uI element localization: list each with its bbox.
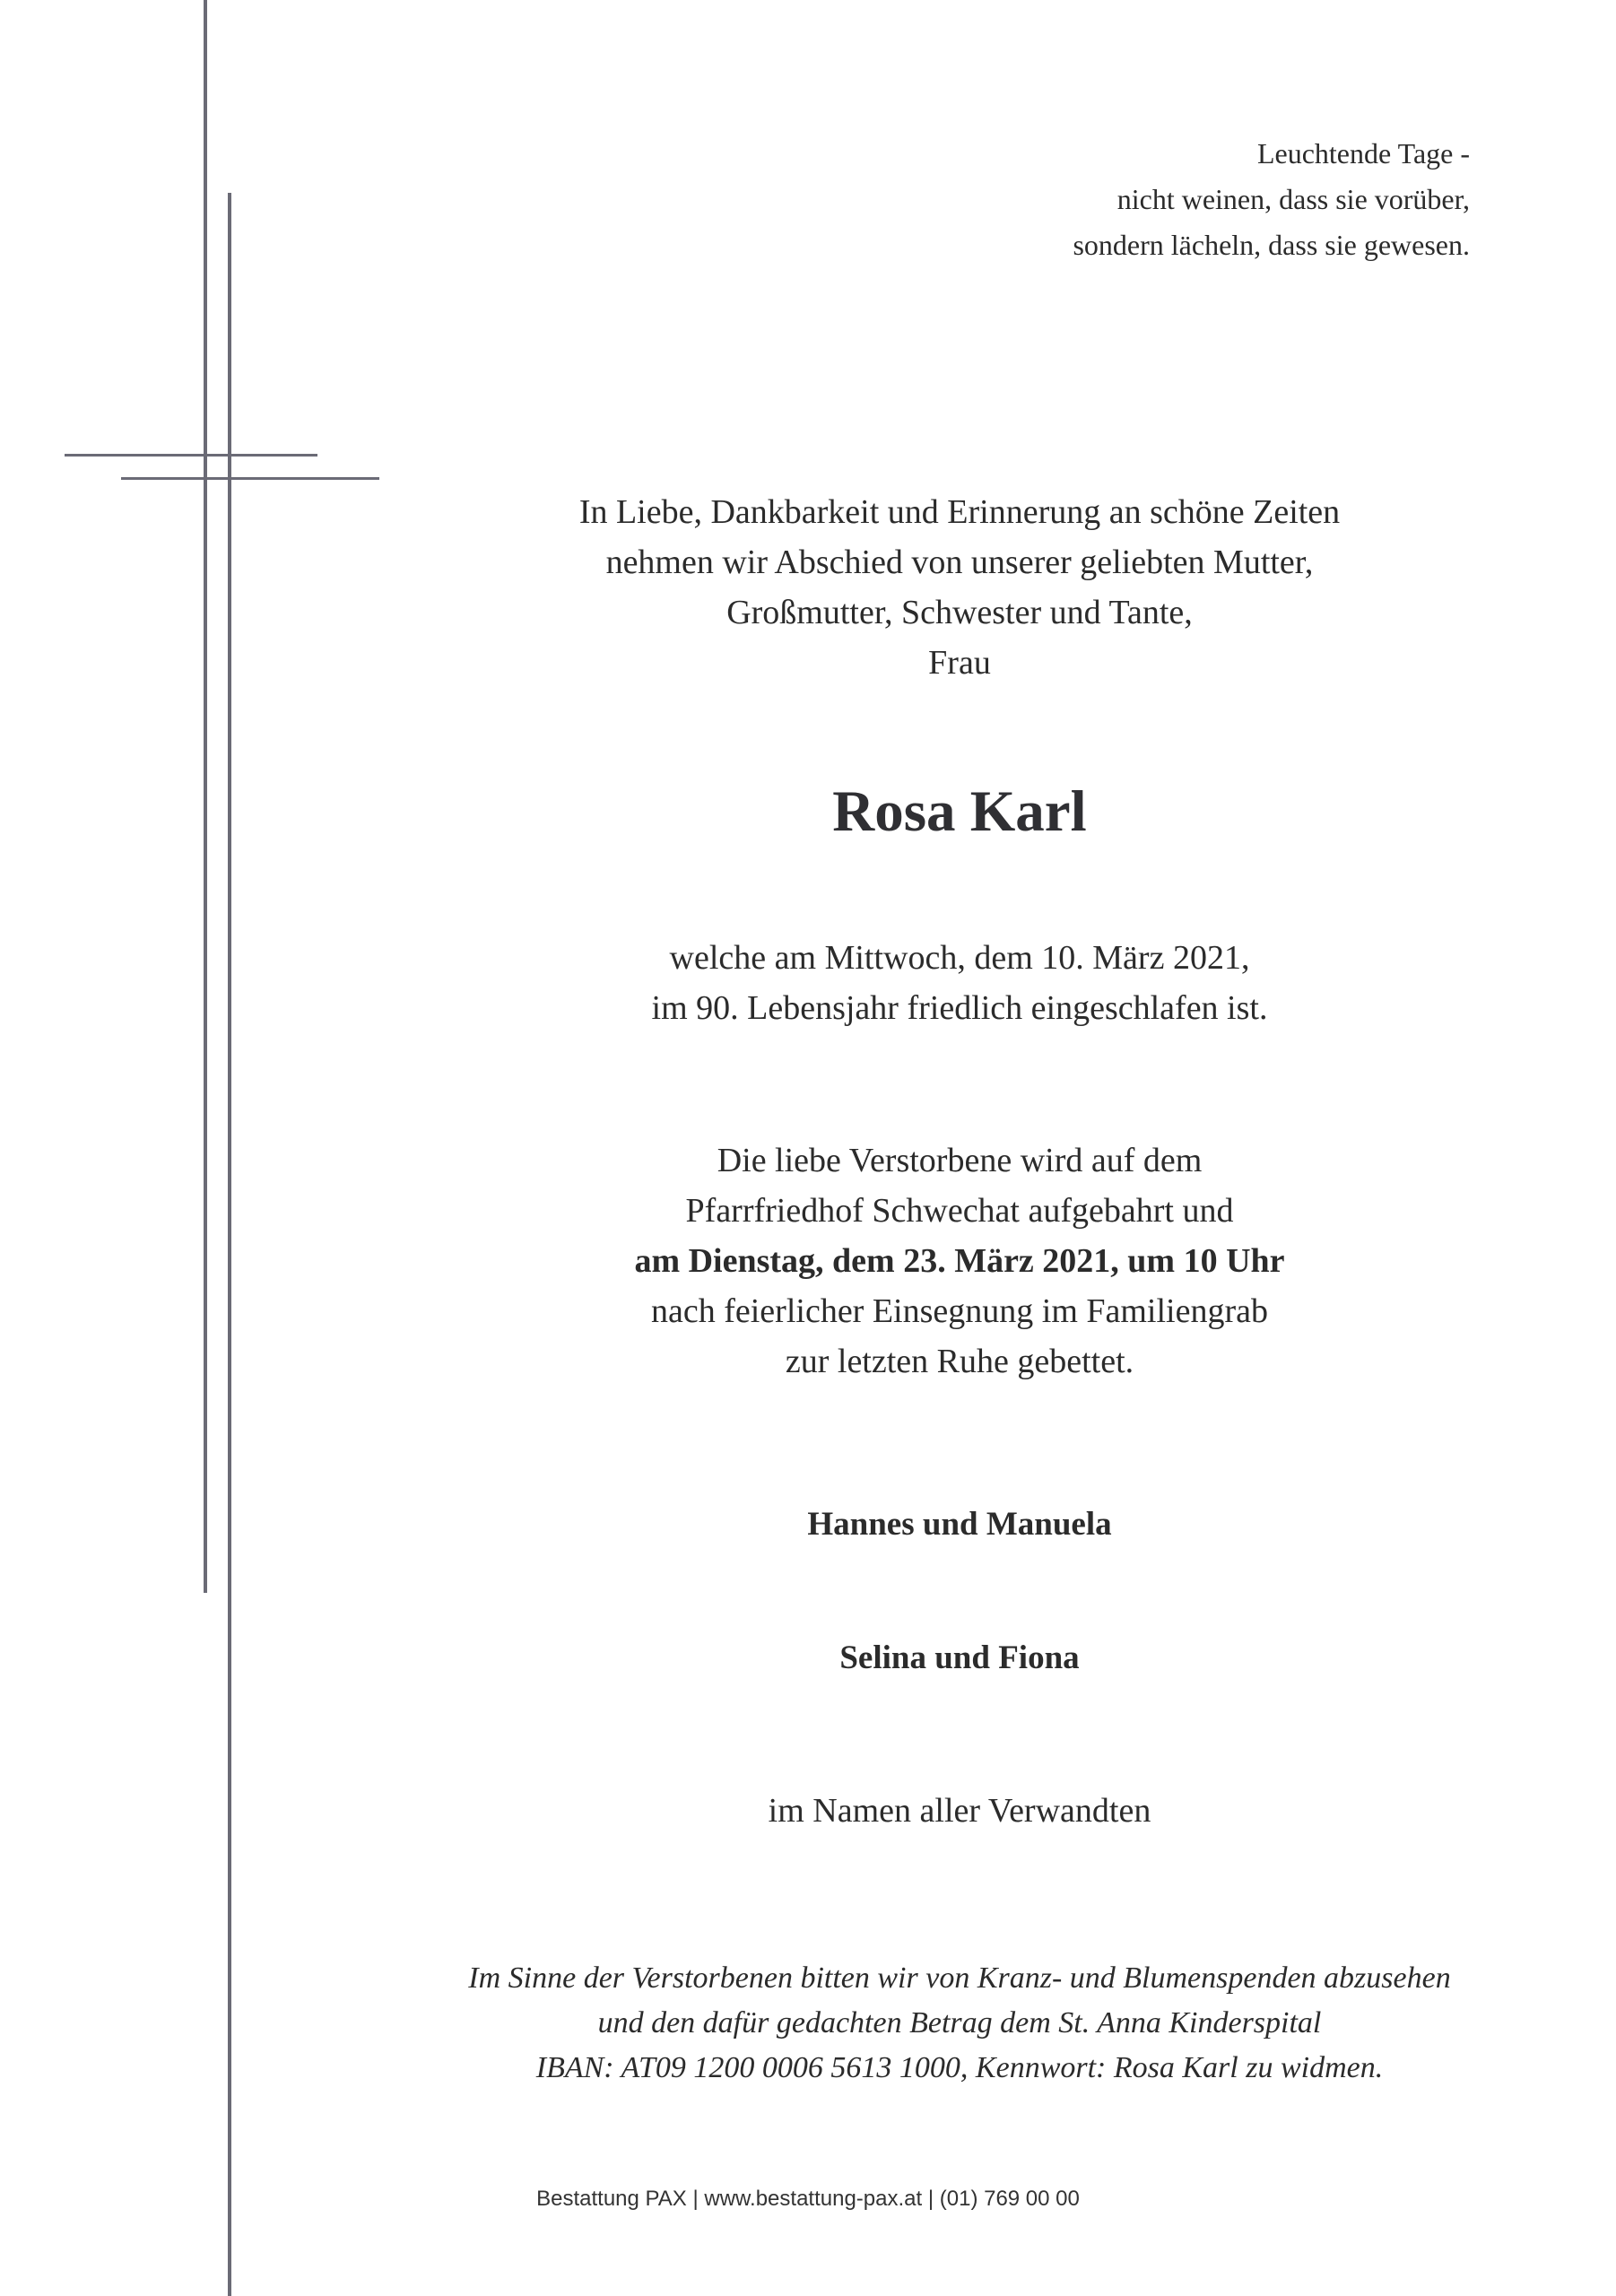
intro-line: In Liebe, Dankbarkeit und Erinnerung an schöne Zeiten — [578, 493, 1341, 531]
donation-line: Im Sinne der Verstorbenen bitten wir von Kranz- und Blumenspenden abzusehen — [468, 1961, 1451, 1995]
funeral-date-line: am Dienstag, dem 23. März 2021, um 10 Uhr — [634, 1242, 1285, 1280]
death-info — [421, 933, 1498, 1033]
funeral-info — [421, 1135, 1498, 1387]
cross-vertical-line-left — [204, 0, 207, 1593]
footer — [0, 2181, 1616, 2217]
death-line: im 90. Lebensjahr friedlich eingeschlafen ist. — [651, 989, 1268, 1027]
cross-horizontal-line-lower — [121, 477, 379, 480]
poem-line: nicht weinen, dass sie vorüber, — [1116, 183, 1470, 215]
cross-horizontal-line-upper — [65, 454, 317, 457]
deceased-name: Rosa Karl — [832, 779, 1087, 844]
funeral-line: zur letzten Ruhe gebettet. — [785, 1343, 1134, 1380]
footer-separator: | — [927, 2187, 934, 2211]
intro-line: Großmutter, Schwester und Tante, — [726, 594, 1193, 631]
relatives-note: im Namen aller Verwandten — [768, 1792, 1151, 1830]
intro-text — [421, 487, 1498, 688]
footer-website: www.bestattung-pax.at — [704, 2187, 923, 2211]
footer-separator: | — [692, 2187, 699, 2211]
intro-line: nehmen wir Abschied von unserer geliebten Mutter, — [605, 544, 1314, 581]
funeral-line: Die liebe Verstorbene wird auf dem — [717, 1142, 1203, 1179]
footer-phone: (01) 769 00 00 — [939, 2187, 1080, 2211]
mourner-names: Hannes und Manuela — [807, 1506, 1112, 1543]
intro-line: Frau — [928, 644, 991, 682]
poem-quote — [1073, 131, 1470, 268]
mourner-names: Selina und Fiona — [839, 1639, 1080, 1676]
cross-vertical-line-right — [228, 193, 231, 2296]
donation-line: und den dafür gedachten Betrag dem St. Anna Kinderspital — [597, 2006, 1322, 2039]
donation-line: IBAN: AT09 1200 0006 5613 1000, Kennwort: Rosa Karl zu widmen. — [535, 2051, 1384, 2084]
poem-line: sondern lächeln, dass sie gewesen. — [1073, 229, 1470, 261]
death-line: welche am Mittwoch, dem 10. März 2021, — [669, 939, 1250, 977]
footer-company: Bestattung PAX — [536, 2187, 687, 2211]
funeral-line: nach feierlicher Einsegnung im Familiengrab — [651, 1292, 1268, 1330]
poem-line: Leuchtende Tage - — [1256, 137, 1470, 170]
funeral-line: Pfarrfriedhof Schwechat aufgebahrt und — [685, 1192, 1234, 1230]
donation-request — [377, 1956, 1542, 2091]
